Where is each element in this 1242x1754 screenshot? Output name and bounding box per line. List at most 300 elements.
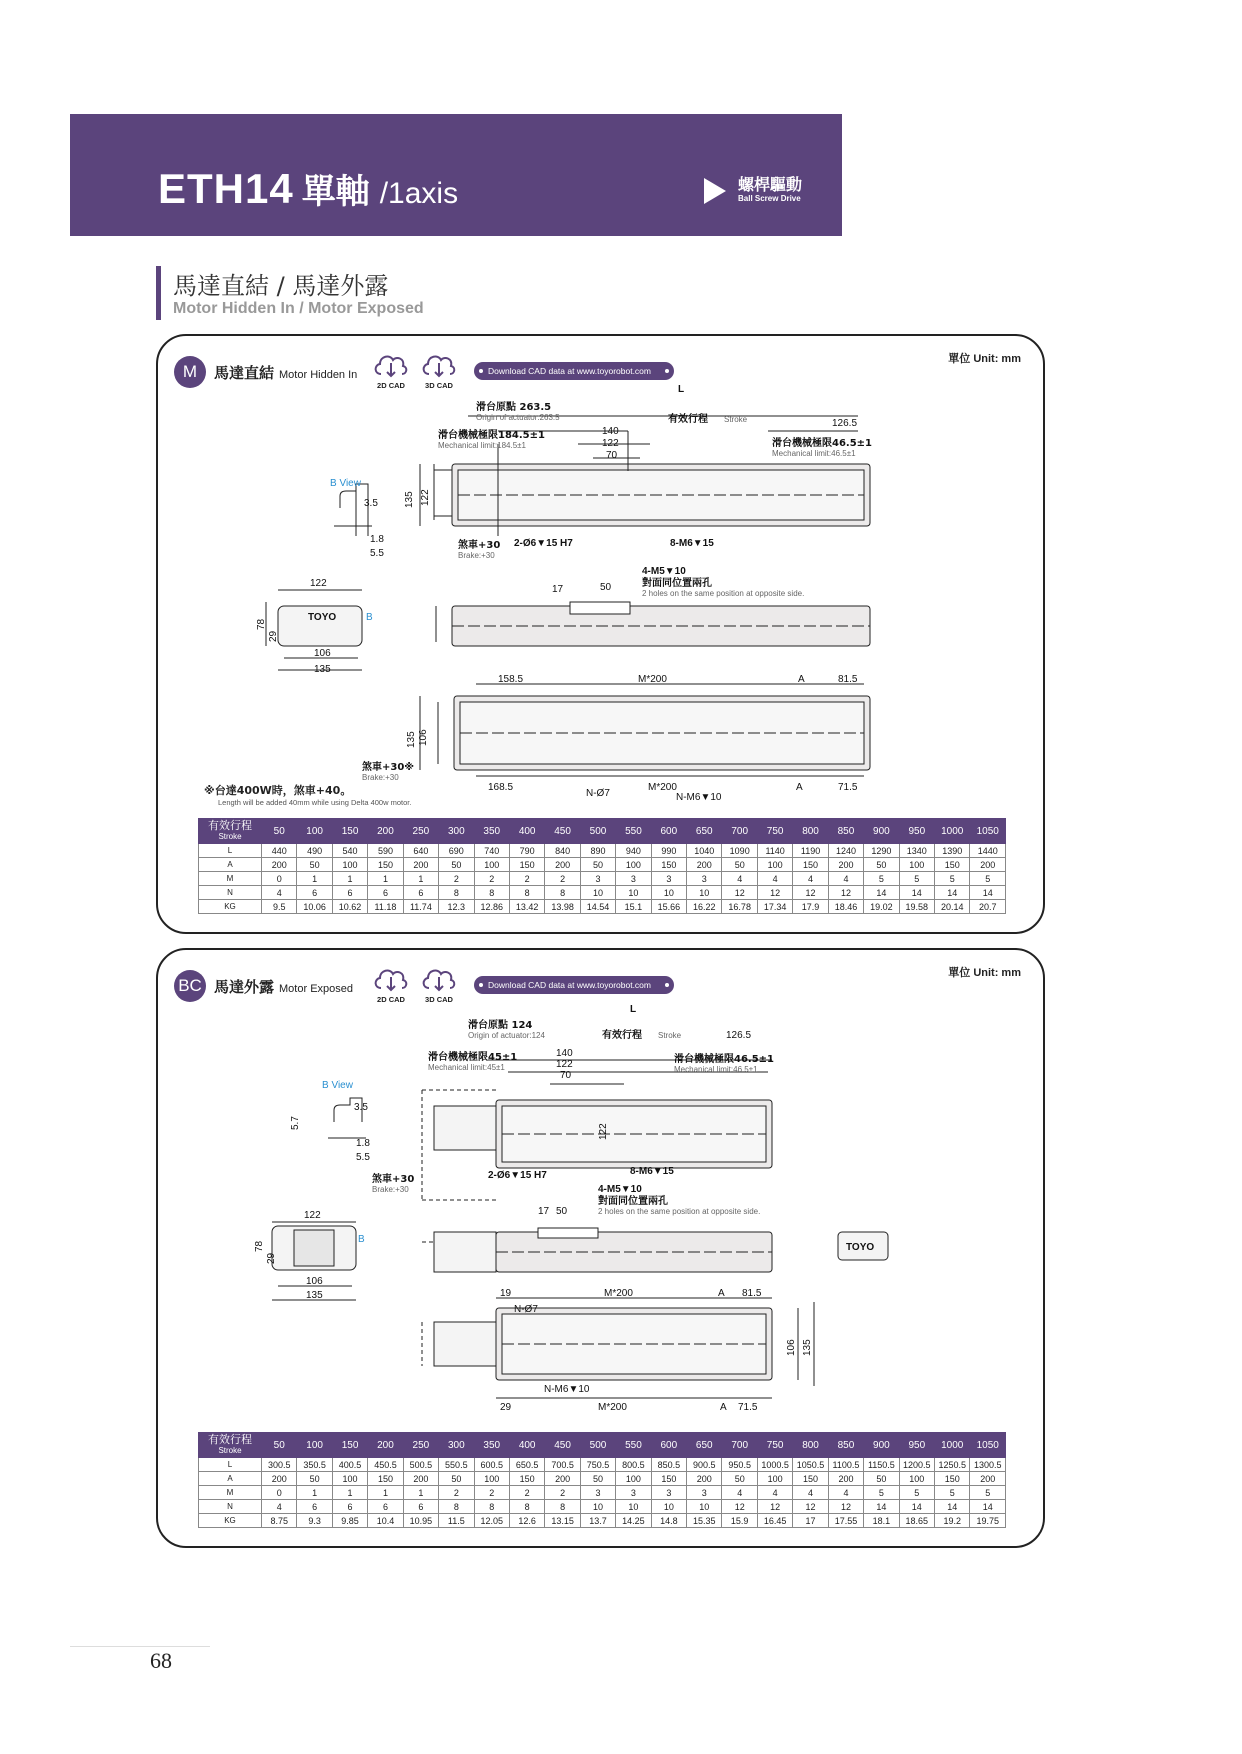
cad-2d-label: 2D CAD — [377, 995, 405, 1004]
table-cell: 12 — [793, 1500, 828, 1514]
stroke-value: 850 — [828, 1433, 863, 1458]
drive-type-zh: 螺桿驅動 — [738, 175, 803, 194]
table-row — [199, 872, 1006, 886]
dim-stroke-zh: 有效行程 — [668, 414, 708, 425]
dim-brake-zh: 煞車+30 — [458, 540, 501, 551]
dim-brake-en: Brake:+30 — [372, 1185, 409, 1194]
table-cell: 150 — [509, 858, 544, 872]
dim-122-v: 122 — [598, 1123, 609, 1140]
dim-brake-en: Brake:+30 — [458, 551, 495, 560]
table-cell: 1240 — [828, 844, 863, 858]
stroke-value: 1000 — [935, 1433, 970, 1458]
panel-badge: M — [174, 356, 206, 388]
table-cell: 1340 — [899, 844, 934, 858]
table-cell: 100 — [757, 1472, 792, 1486]
dim-140: 140 — [556, 1048, 573, 1059]
dim-m200: M*200 — [604, 1288, 633, 1299]
table-cell: 1150.5 — [864, 1458, 899, 1472]
dim-mech-right-zh: 滑台機械極限46.5±1 — [674, 1054, 775, 1065]
table-cell: 12 — [722, 886, 757, 900]
table-cell: 1 — [403, 1486, 438, 1500]
panel-title-zh: 馬達直結 — [214, 364, 275, 382]
dim-126-5: 126.5 — [726, 1030, 752, 1041]
end-dim-29: 29 — [266, 1252, 277, 1264]
table-cell: 5 — [970, 1486, 1006, 1500]
table-cell: 13.42 — [509, 900, 544, 914]
stroke-value: 50 — [262, 819, 297, 844]
dim-3-5: 3.5 — [354, 1102, 368, 1113]
table-cell: 50 — [297, 858, 332, 872]
dim-126-5: 126.5 — [832, 418, 858, 429]
table-cell: 3 — [580, 872, 615, 886]
table-cell: 4 — [262, 1500, 297, 1514]
stroke-value: 300 — [439, 1433, 474, 1458]
stroke-value: 100 — [297, 819, 332, 844]
dim-brake2-zh: 煞車+30※ — [362, 762, 415, 773]
table-cell: 10 — [580, 886, 615, 900]
panel-motor-hidden — [156, 334, 1045, 934]
row-label: KG — [199, 1514, 262, 1528]
dim-140: 140 — [602, 426, 619, 437]
table-cell: 17.34 — [757, 900, 792, 914]
dim-brake2-en: Brake:+30 — [362, 773, 399, 782]
table-cell: 840 — [545, 844, 580, 858]
dim-a2: A — [796, 782, 803, 793]
table-cell: 1140 — [757, 844, 792, 858]
table-cell: 10 — [616, 1500, 651, 1514]
dim-L: L — [678, 384, 685, 395]
end-dim-122: 122 — [310, 578, 327, 589]
axis-en: /1axis — [379, 177, 459, 210]
table-cell: 4 — [828, 1486, 863, 1500]
table-cell: 10.95 — [403, 1514, 438, 1528]
table-cell: 12.6 — [509, 1514, 544, 1528]
dim-mech-left-en: Mechanical limit:45±1 — [428, 1063, 505, 1072]
dim-holes-en: 2 holes on the same position at opposite side. — [598, 1207, 761, 1216]
table-cell: 540 — [332, 844, 367, 858]
stroke-value: 250 — [403, 1433, 438, 1458]
dim-m5: 4-M5▼10 — [642, 566, 686, 577]
table-cell: 8 — [474, 1500, 509, 1514]
table-cell: 900.5 — [687, 1458, 722, 1472]
table-cell: 4 — [262, 886, 297, 900]
table-cell: 2 — [474, 1486, 509, 1500]
stroke-value: 450 — [545, 1433, 580, 1458]
section-title-zh: 馬達直結 / 馬達外露 — [173, 272, 389, 300]
page-title — [158, 164, 458, 213]
row-label: L — [199, 844, 262, 858]
stroke-value: 400 — [509, 819, 544, 844]
table-cell: 200 — [403, 858, 438, 872]
table-cell: 3 — [616, 1486, 651, 1500]
dim-mech-left-zh: 滑台機械極限184.5±1 — [438, 430, 545, 441]
row-label: A — [199, 1472, 262, 1486]
dim-nm6: N-M6▼10 — [544, 1384, 590, 1395]
dim-pin: 2-Ø6▼15 H7 — [514, 538, 573, 549]
stroke-value: 650 — [687, 1433, 722, 1458]
table-cell: 12 — [828, 886, 863, 900]
spec-table — [198, 1432, 1006, 1528]
table-cell: 12 — [828, 1500, 863, 1514]
table-cell: 15.1 — [616, 900, 651, 914]
table-cell: 200 — [545, 858, 580, 872]
cad-3d-label: 3D CAD — [425, 381, 453, 390]
table-cell: 3 — [687, 872, 722, 886]
table-cell: 450.5 — [368, 1458, 403, 1472]
stroke-value: 100 — [297, 1433, 332, 1458]
table-cell: 100 — [332, 858, 367, 872]
table-cell: 14 — [935, 1500, 970, 1514]
table-cell: 50 — [580, 858, 615, 872]
table-cell: 12 — [722, 1500, 757, 1514]
stroke-value: 800 — [793, 1433, 828, 1458]
table-cell: 1040 — [687, 844, 722, 858]
stroke-value: 700 — [722, 819, 757, 844]
dim-a2: A — [720, 1402, 727, 1413]
stroke-value: 250 — [403, 819, 438, 844]
table-cell: 6 — [368, 886, 403, 900]
b-view-label: B View — [322, 1080, 353, 1091]
stroke-header — [199, 819, 262, 844]
table-cell: 300.5 — [262, 1458, 297, 1472]
table-cell: 14.8 — [651, 1514, 686, 1528]
table-cell: 740 — [474, 844, 509, 858]
table-cell: 15.66 — [651, 900, 686, 914]
stroke-value: 150 — [332, 1433, 367, 1458]
table-cell: 9.85 — [332, 1514, 367, 1528]
table-cell: 14 — [970, 886, 1006, 900]
stroke-value: 500 — [580, 819, 615, 844]
table-cell: 600.5 — [474, 1458, 509, 1472]
table-cell: 14.25 — [616, 1514, 651, 1528]
table-cell: 100 — [616, 1472, 651, 1486]
bottom-dim-labels — [476, 768, 876, 803]
stroke-value: 350 — [474, 819, 509, 844]
dim-m200-b: M*200 — [598, 1402, 627, 1413]
table-cell: 1300.5 — [970, 1458, 1006, 1472]
table-header-row — [199, 1433, 1006, 1458]
table-cell: 19.02 — [864, 900, 899, 914]
stroke-header-zh: 有效行程 — [208, 819, 252, 832]
stroke-header-en: Stroke — [218, 1446, 242, 1455]
table-cell: 700.5 — [545, 1458, 580, 1472]
stroke-value: 950 — [899, 819, 934, 844]
stroke-value: 750 — [757, 1433, 792, 1458]
dim-n07: N-Ø7 — [514, 1304, 538, 1315]
table-cell: 8 — [509, 886, 544, 900]
table-cell: 15.35 — [687, 1514, 722, 1528]
row-label: L — [199, 1458, 262, 1472]
row-label: M — [199, 1486, 262, 1500]
dim-origin-en: Origin of actuator:124 — [468, 1031, 545, 1040]
stroke-value: 300 — [439, 819, 474, 844]
row-label: N — [199, 1500, 262, 1514]
stroke-value: 50 — [262, 1433, 297, 1458]
stroke-value: 550 — [616, 1433, 651, 1458]
table-cell: 1000.5 — [757, 1458, 792, 1472]
table-cell: 1 — [332, 1486, 367, 1500]
table-cell: 1 — [297, 872, 332, 886]
drive-type-en: Ball Screw Drive — [738, 194, 801, 203]
note-en: Length will be added 40mm while using Delta 400w motor. — [218, 798, 412, 807]
table-cell: 1190 — [793, 844, 828, 858]
table-cell: 6 — [297, 1500, 332, 1514]
b-marker: B — [366, 612, 373, 623]
table-row — [199, 844, 1006, 858]
table-cell: 100 — [332, 1472, 367, 1486]
table-cell: 14.54 — [580, 900, 615, 914]
table-cell: 150 — [651, 1472, 686, 1486]
stroke-value: 850 — [828, 819, 863, 844]
table-cell: 1090 — [722, 844, 757, 858]
table-cell: 1440 — [970, 844, 1006, 858]
table-cell: 16.22 — [687, 900, 722, 914]
table-cell: 12.05 — [474, 1514, 509, 1528]
end-dim-106: 106 — [306, 1276, 323, 1287]
table-cell: 790 — [509, 844, 544, 858]
stroke-value: 900 — [864, 1433, 899, 1458]
table-cell: 50 — [864, 1472, 899, 1486]
toyo-logo: TOYO — [846, 1242, 875, 1253]
download-cad-link[interactable]: Download CAD data at www.toyorobot.com — [474, 362, 674, 380]
dim-71-5: 71.5 — [838, 782, 858, 793]
table-cell: 5 — [864, 1486, 899, 1500]
header-band — [70, 114, 842, 236]
table-cell: 5 — [970, 872, 1006, 886]
table-cell: 14 — [864, 886, 899, 900]
b-view-label: B View — [330, 478, 361, 489]
table-cell: 5 — [935, 872, 970, 886]
stroke-value: 600 — [651, 819, 686, 844]
table-cell: 100 — [899, 858, 934, 872]
table-row — [199, 886, 1006, 900]
dim-3-5: 3.5 — [364, 498, 378, 509]
table-cell: 1390 — [935, 844, 970, 858]
table-cell: 4 — [757, 872, 792, 886]
table-cell: 200 — [687, 858, 722, 872]
table-cell: 200 — [970, 858, 1006, 872]
dim-5-5: 5.5 — [370, 548, 384, 559]
table-cell: 940 — [616, 844, 651, 858]
table-cell: 150 — [935, 1472, 970, 1486]
table-cell: 400.5 — [332, 1458, 367, 1472]
dim-122: 122 — [602, 438, 619, 449]
stroke-value: 650 — [687, 819, 722, 844]
table-cell: 12 — [757, 1500, 792, 1514]
table-cell: 10 — [651, 1500, 686, 1514]
bottom-dim-row — [476, 768, 876, 803]
table-cell: 150 — [793, 858, 828, 872]
table-cell: 11.18 — [368, 900, 403, 914]
table-cell: 16.78 — [722, 900, 757, 914]
dim-m200-b: M*200 — [648, 782, 677, 793]
table-cell: 6 — [332, 886, 367, 900]
dim-stroke-en: Stroke — [724, 415, 748, 424]
stroke-value: 150 — [332, 819, 367, 844]
dim-168-5: 168.5 — [488, 782, 514, 793]
table-cell: 18.1 — [864, 1514, 899, 1528]
table-cell: 8 — [439, 1500, 474, 1514]
table-cell: 200 — [262, 1472, 297, 1486]
dim-17: 17 — [538, 1206, 550, 1217]
dim-1-8: 1.8 — [356, 1138, 370, 1149]
table-cell: 640 — [403, 844, 438, 858]
table-cell: 18.65 — [899, 1514, 934, 1528]
dim-origin-zh: 滑台原點 124 — [468, 1020, 533, 1031]
dim-mech-left-en: Mechanical limit:184.5±1 — [438, 441, 526, 450]
table-cell: 11.5 — [439, 1514, 474, 1528]
dim-122-v: 122 — [420, 489, 431, 506]
table-cell: 8 — [439, 886, 474, 900]
section-accent-bar — [156, 266, 161, 320]
end-dim-135: 135 — [314, 664, 331, 675]
panel-motor-exposed — [156, 948, 1045, 1548]
dim-5-5: 5.5 — [356, 1152, 370, 1163]
stroke-value: 450 — [545, 819, 580, 844]
table-cell: 3 — [651, 872, 686, 886]
table-cell: 500.5 — [403, 1458, 438, 1472]
table-cell: 0 — [262, 1486, 297, 1500]
table-cell: 1200.5 — [899, 1458, 934, 1472]
table-cell: 100 — [757, 858, 792, 872]
table-cell: 650.5 — [509, 1458, 544, 1472]
table-cell: 5 — [935, 1486, 970, 1500]
table-row — [199, 1500, 1006, 1514]
table-cell: 50 — [722, 1472, 757, 1486]
b-marker: B — [358, 1234, 365, 1245]
dim-50: 50 — [556, 1206, 568, 1217]
table-cell: 440 — [262, 844, 297, 858]
dim-106-b: 106 — [418, 729, 429, 746]
table-cell: 17.9 — [793, 900, 828, 914]
dim-m6: 8-M6▼15 — [630, 1166, 674, 1177]
panel-badge: BC — [174, 970, 206, 1002]
table-cell: 4 — [757, 1486, 792, 1500]
table-cell: 200 — [262, 858, 297, 872]
stroke-value: 200 — [368, 1433, 403, 1458]
dim-mech-right-en: Mechanical limit:46.5±1 — [674, 1065, 758, 1074]
end-dim-29: 29 — [268, 630, 279, 642]
toyo-logo: TOYO — [308, 612, 337, 623]
table-cell: 4 — [793, 872, 828, 886]
table-cell: 200 — [545, 1472, 580, 1486]
table-cell: 10.06 — [297, 900, 332, 914]
end-dim-78: 78 — [256, 618, 267, 630]
dim-m5: 4-M5▼10 — [598, 1184, 642, 1195]
table-cell: 1 — [332, 872, 367, 886]
table-cell: 8 — [545, 886, 580, 900]
table-cell: 1 — [368, 1486, 403, 1500]
table-cell: 200 — [687, 1472, 722, 1486]
dim-n07: N-Ø7 — [586, 788, 610, 799]
dim-122: 122 — [556, 1059, 573, 1070]
table-cell: 50 — [864, 858, 899, 872]
row-label: KG — [199, 900, 262, 914]
table-row — [199, 900, 1006, 914]
table-cell: 200 — [828, 858, 863, 872]
dim-mech-left-zh: 滑台機械極限45±1 — [428, 1052, 518, 1063]
table-cell: 8 — [474, 886, 509, 900]
table-cell: 17.55 — [828, 1514, 863, 1528]
dim-29: 29 — [500, 1402, 512, 1413]
download-cad-link[interactable]: Download CAD data at www.toyorobot.com — [474, 976, 674, 994]
table-cell: 800.5 — [616, 1458, 651, 1472]
table-cell: 3 — [651, 1486, 686, 1500]
table-cell: 9.5 — [262, 900, 297, 914]
table-row — [199, 858, 1006, 872]
dim-m200: M*200 — [638, 674, 667, 685]
table-cell: 2 — [474, 872, 509, 886]
dim-50: 50 — [600, 582, 612, 593]
dim-70: 70 — [560, 1070, 572, 1081]
cad-3d-label: 3D CAD — [425, 995, 453, 1004]
dim-m6: 8-M6▼15 — [670, 538, 714, 549]
table-cell: 200 — [828, 1472, 863, 1486]
table-cell: 2 — [509, 872, 544, 886]
table-cell: 8 — [545, 1500, 580, 1514]
table-cell: 20.14 — [935, 900, 970, 914]
table-cell: 12.86 — [474, 900, 509, 914]
table-cell: 690 — [439, 844, 474, 858]
table-cell: 8.75 — [262, 1514, 297, 1528]
table-cell: 5 — [899, 872, 934, 886]
table-cell: 4 — [722, 1486, 757, 1500]
table-cell: 15.9 — [722, 1514, 757, 1528]
table-row — [199, 1514, 1006, 1528]
dim-71-5: 71.5 — [738, 1402, 758, 1413]
table-cell: 150 — [935, 858, 970, 872]
table-cell: 13.7 — [580, 1514, 615, 1528]
table-cell: 50 — [439, 1472, 474, 1486]
table-cell: 14 — [899, 1500, 934, 1514]
table-cell: 6 — [297, 886, 332, 900]
dim-70: 70 — [606, 450, 618, 461]
table-cell: 200 — [403, 1472, 438, 1486]
stroke-value: 1050 — [970, 819, 1006, 844]
table-cell: 10.62 — [332, 900, 367, 914]
table-cell: 19.75 — [970, 1514, 1006, 1528]
table-cell: 2 — [509, 1486, 544, 1500]
technical-drawing — [158, 336, 1043, 782]
table-row — [199, 1486, 1006, 1500]
unit-label: 單位 Unit: mm — [948, 353, 1021, 365]
dim-brake-zh: 煞車+30 — [372, 1174, 415, 1185]
dim-holes-zh: 對面同位置兩孔 — [598, 1196, 668, 1207]
stroke-value: 700 — [722, 1433, 757, 1458]
row-label: A — [199, 858, 262, 872]
end-dim-106: 106 — [314, 648, 331, 659]
table-cell: 12.3 — [439, 900, 474, 914]
dim-158-5: 158.5 — [498, 674, 524, 685]
stroke-value: 200 — [368, 819, 403, 844]
table-cell: 8 — [509, 1500, 544, 1514]
table-cell: 1 — [403, 872, 438, 886]
dim-holes-zh: 對面同位置兩孔 — [642, 578, 712, 589]
table-cell: 100 — [474, 1472, 509, 1486]
table-cell: 100 — [616, 858, 651, 872]
stroke-value: 1000 — [935, 819, 970, 844]
table-cell: 10 — [687, 886, 722, 900]
dim-stroke-en: Stroke — [658, 1031, 682, 1040]
table-cell: 10.4 — [368, 1514, 403, 1528]
technical-drawing — [158, 950, 1043, 1420]
dim-stroke-zh: 有效行程 — [602, 1030, 642, 1041]
table-cell: 1050.5 — [793, 1458, 828, 1472]
table-cell: 150 — [651, 858, 686, 872]
stroke-header — [199, 1433, 262, 1458]
unit-label: 單位 Unit: mm — [948, 967, 1021, 979]
table-cell: 50 — [439, 858, 474, 872]
